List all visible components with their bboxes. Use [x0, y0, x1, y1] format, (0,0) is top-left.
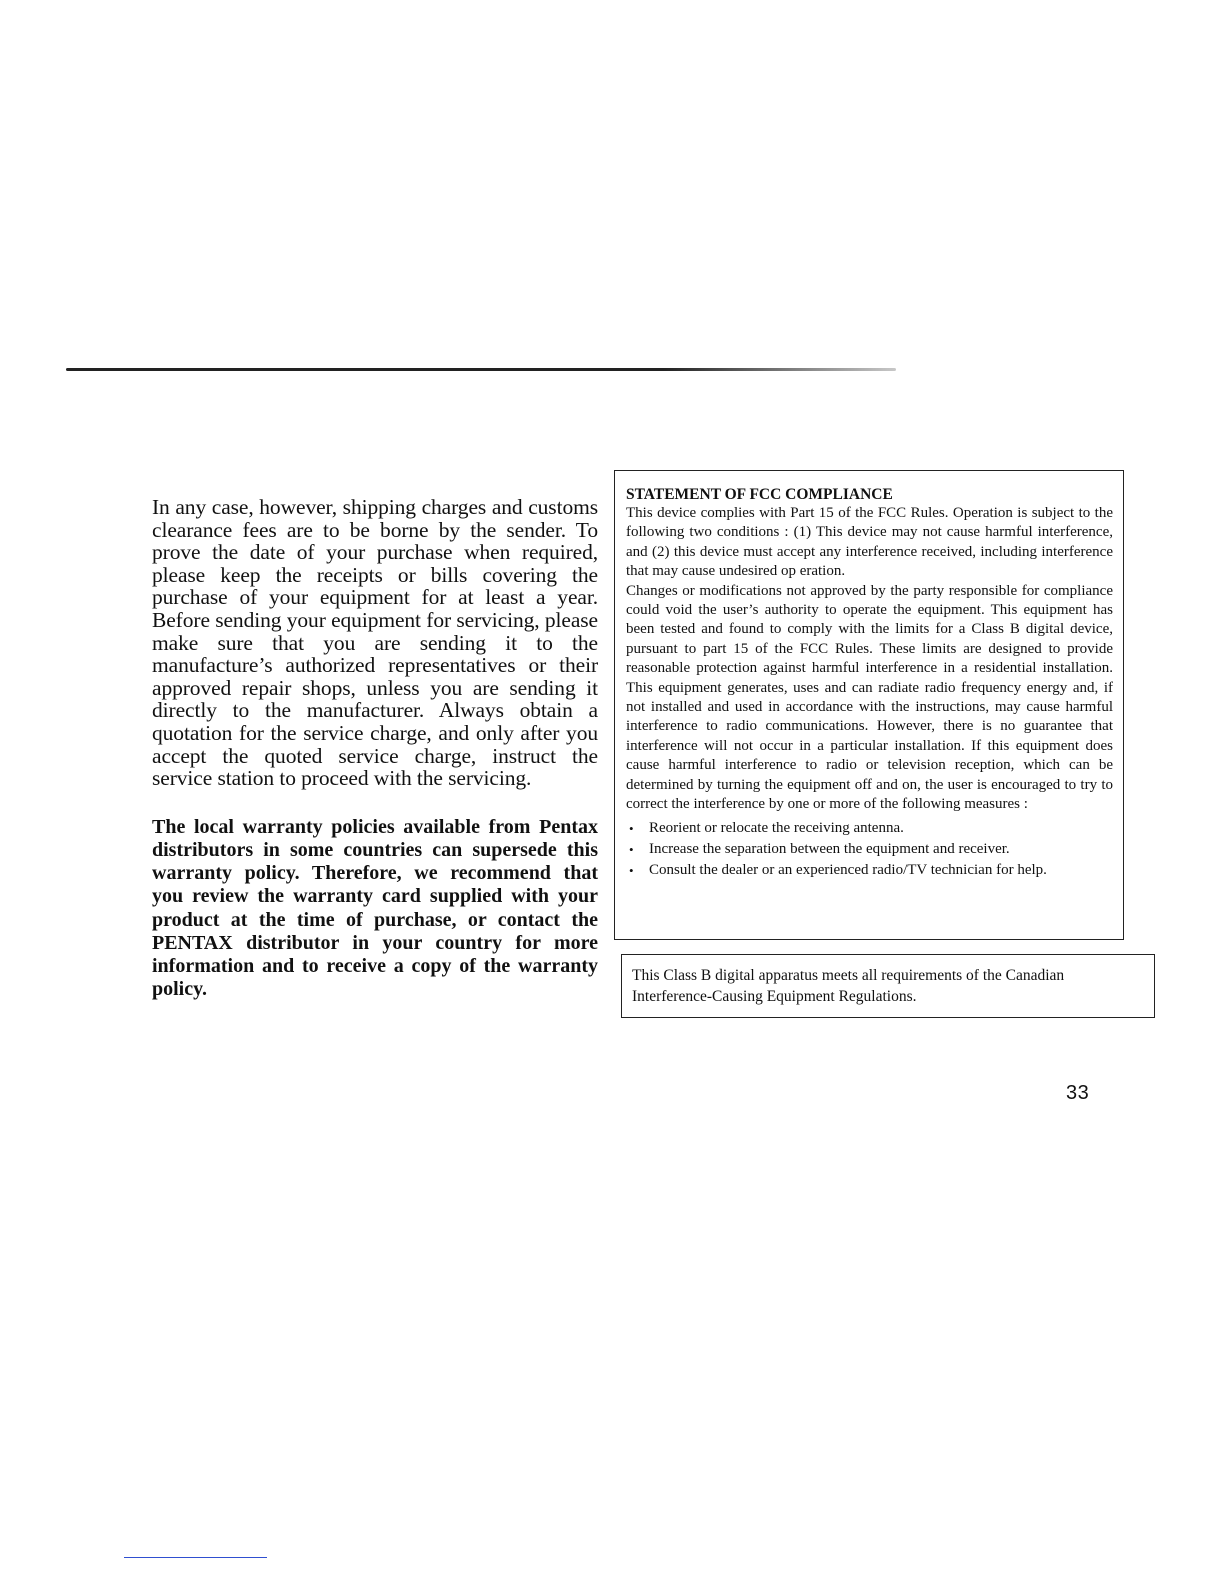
- measure-text: Consult the dealer or an experienced radio/TV technician for help.: [649, 861, 1047, 878]
- measure-text: Reorient or relocate the receiving antenna.: [649, 819, 904, 836]
- canada-notice-text: This Class B digital apparatus meets all requirements of the Canadian Interference-Causing Equipment Regulations.: [632, 967, 1065, 1005]
- local-warranty-paragraph: The local warranty policies available from Pentax distributors in some countries can supersede this warranty policy. Therefore, we recommend that you review the warranty card supplied with your product at the time of purchase, or contact the PENTAX distributor in your country for more information and to receive a copy of the warranty policy.: [152, 815, 598, 1001]
- fcc-modifications-paragraph: Changes or modifications not approved by the party responsible for compliance could void the user’s authority to operate the equipment. This equipment has been tested and found to comply with the limits for a Class B digital device, pursuant to part 15 of the FCC Rules. These limits are designed to provide reasonable protection against harmful interference in a residential installation. This equipment generates, uses and can radiate radio frequency energy and, if not installed and used in accordance with the instructions, may cause harmful interference to radio communications. However, there is no guarantee that interference will not occur in a particular installation. If this equipment does cause harmful interference to radio or television reception, which can be determined by turning the equipment off and on, the user is encouraged to try to correct the interference by one or more of the following measures :: [626, 582, 1113, 813]
- fcc-compliance-box: [614, 470, 1124, 940]
- list-item: [626, 818, 1113, 839]
- canada-notice-box: [621, 954, 1155, 1018]
- list-item: [626, 839, 1113, 860]
- fcc-measures-list: [626, 818, 1113, 881]
- top-horizontal-rule: [66, 368, 896, 371]
- list-item: [626, 860, 1113, 881]
- shipping-charges-paragraph: In any case, however, shipping charges and customs clearance fees are to be borne by the sender. To prove the date of your purchase when required, please keep the receipts or bills covering the purchase of your equipment for at least a year. Before sending your equipment for servicing, please make sure that you are sending it to the manufacture’s authorized representatives or their approved repair shops, unless you are sending it directly to the manufacturer. Always obtain a quotation for the service charge, and only after you accept the quoted service charge, instruct the service station to proceed with the servicing.: [152, 495, 598, 791]
- warranty-text-column: [152, 496, 598, 1001]
- bullet-icon: •: [629, 820, 634, 836]
- bullet-icon: •: [629, 841, 634, 857]
- fcc-conditions-paragraph: This device complies with Part 15 of the FCC Rules. Operation is subject to the following two conditions : (1) This device may not cause harmful interference, and (2) this device must accept any interference received, including interference that may cause undesired op eration.: [626, 505, 1113, 580]
- page-number: 33: [1066, 1082, 1090, 1104]
- measure-text: Increase the separation between the equipment and receiver.: [649, 840, 1010, 857]
- bottom-rule: [124, 1557, 267, 1558]
- fcc-title: STATEMENT OF FCC COMPLIANCE: [626, 486, 893, 503]
- bullet-icon: •: [629, 862, 634, 878]
